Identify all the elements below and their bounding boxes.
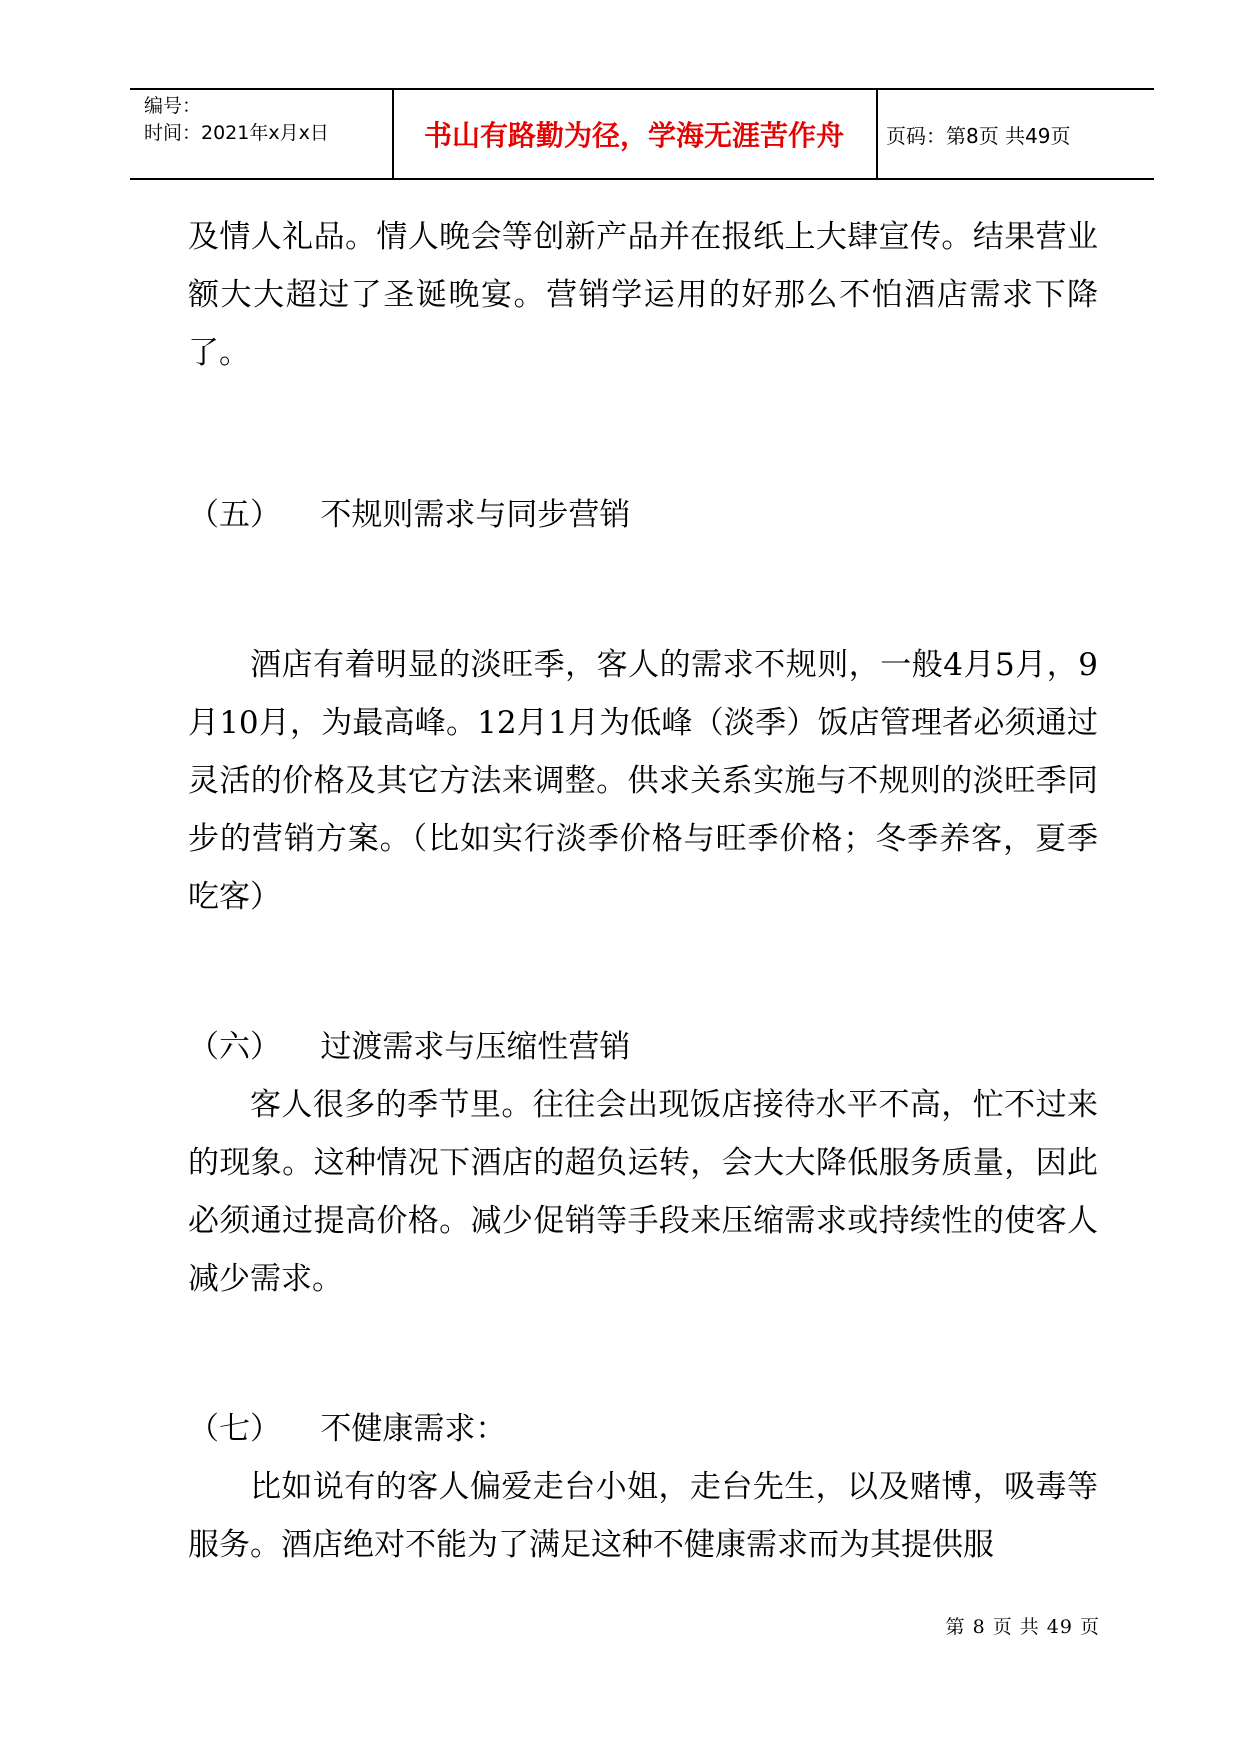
paragraph-3: 客人很多的季节里。往往会出现饭店接待水平不高，忙不过来的现象。这种情况下酒店的超负运转，会大大降低服务质量，因此必须通过提高价格。减少促销等手段来压缩需求或持续性的使客人减少需求。 <box>188 1087 1098 1297</box>
page-footer: 第 8 页 共 49 页 <box>945 1616 1100 1638</box>
header-page-code: 页码：第8页 共49页 <box>886 123 1071 148</box>
spacer <box>188 926 1098 1018</box>
heading-6: （六） 过渡需求与压缩性营销 <box>188 1029 631 1065</box>
header-divider-right <box>876 90 878 178</box>
document-header <box>130 88 1154 180</box>
header-meta <box>144 90 390 178</box>
paragraph-4: 比如说有的客人偏爱走台小姐，走台先生，以及赌博，吸毒等服务。酒店绝对不能为了满足这种不健康需求而为其提供服 <box>188 1469 1098 1563</box>
document-body <box>188 208 1098 1574</box>
heading-7: （七） 不健康需求： <box>188 1411 507 1447</box>
number-label: 编号： <box>144 95 202 117</box>
header-motto: 书山有路勤为径，学海无涯苦作舟 <box>423 119 844 152</box>
paragraph-1: 及情人礼品。情人晚会等创新产品并在报纸上大肆宣传。结果营业额大大超过了圣诞晚宴。营销学运用的好那么不怕酒店需求下降了。 <box>188 219 1098 371</box>
heading-5: （五） 不规则需求与同步营销 <box>188 497 631 533</box>
spacer <box>188 544 1098 636</box>
spacer <box>188 1308 1098 1400</box>
time-label: 时间：2021年x月x日 <box>144 122 329 144</box>
paragraph-2: 酒店有着明显的淡旺季，客人的需求不规则，一般4月5月，9月10月，为最高峰。12月1月为低峰（淡季）饭店管理者必须通过灵活的价格及其它方法来调整。供求关系实施与不规则的淡旺季同步的营销方案。（比如实行淡季价格与旺季价格；冬季养客，夏季吃客） <box>188 647 1098 915</box>
spacer <box>188 382 1098 486</box>
